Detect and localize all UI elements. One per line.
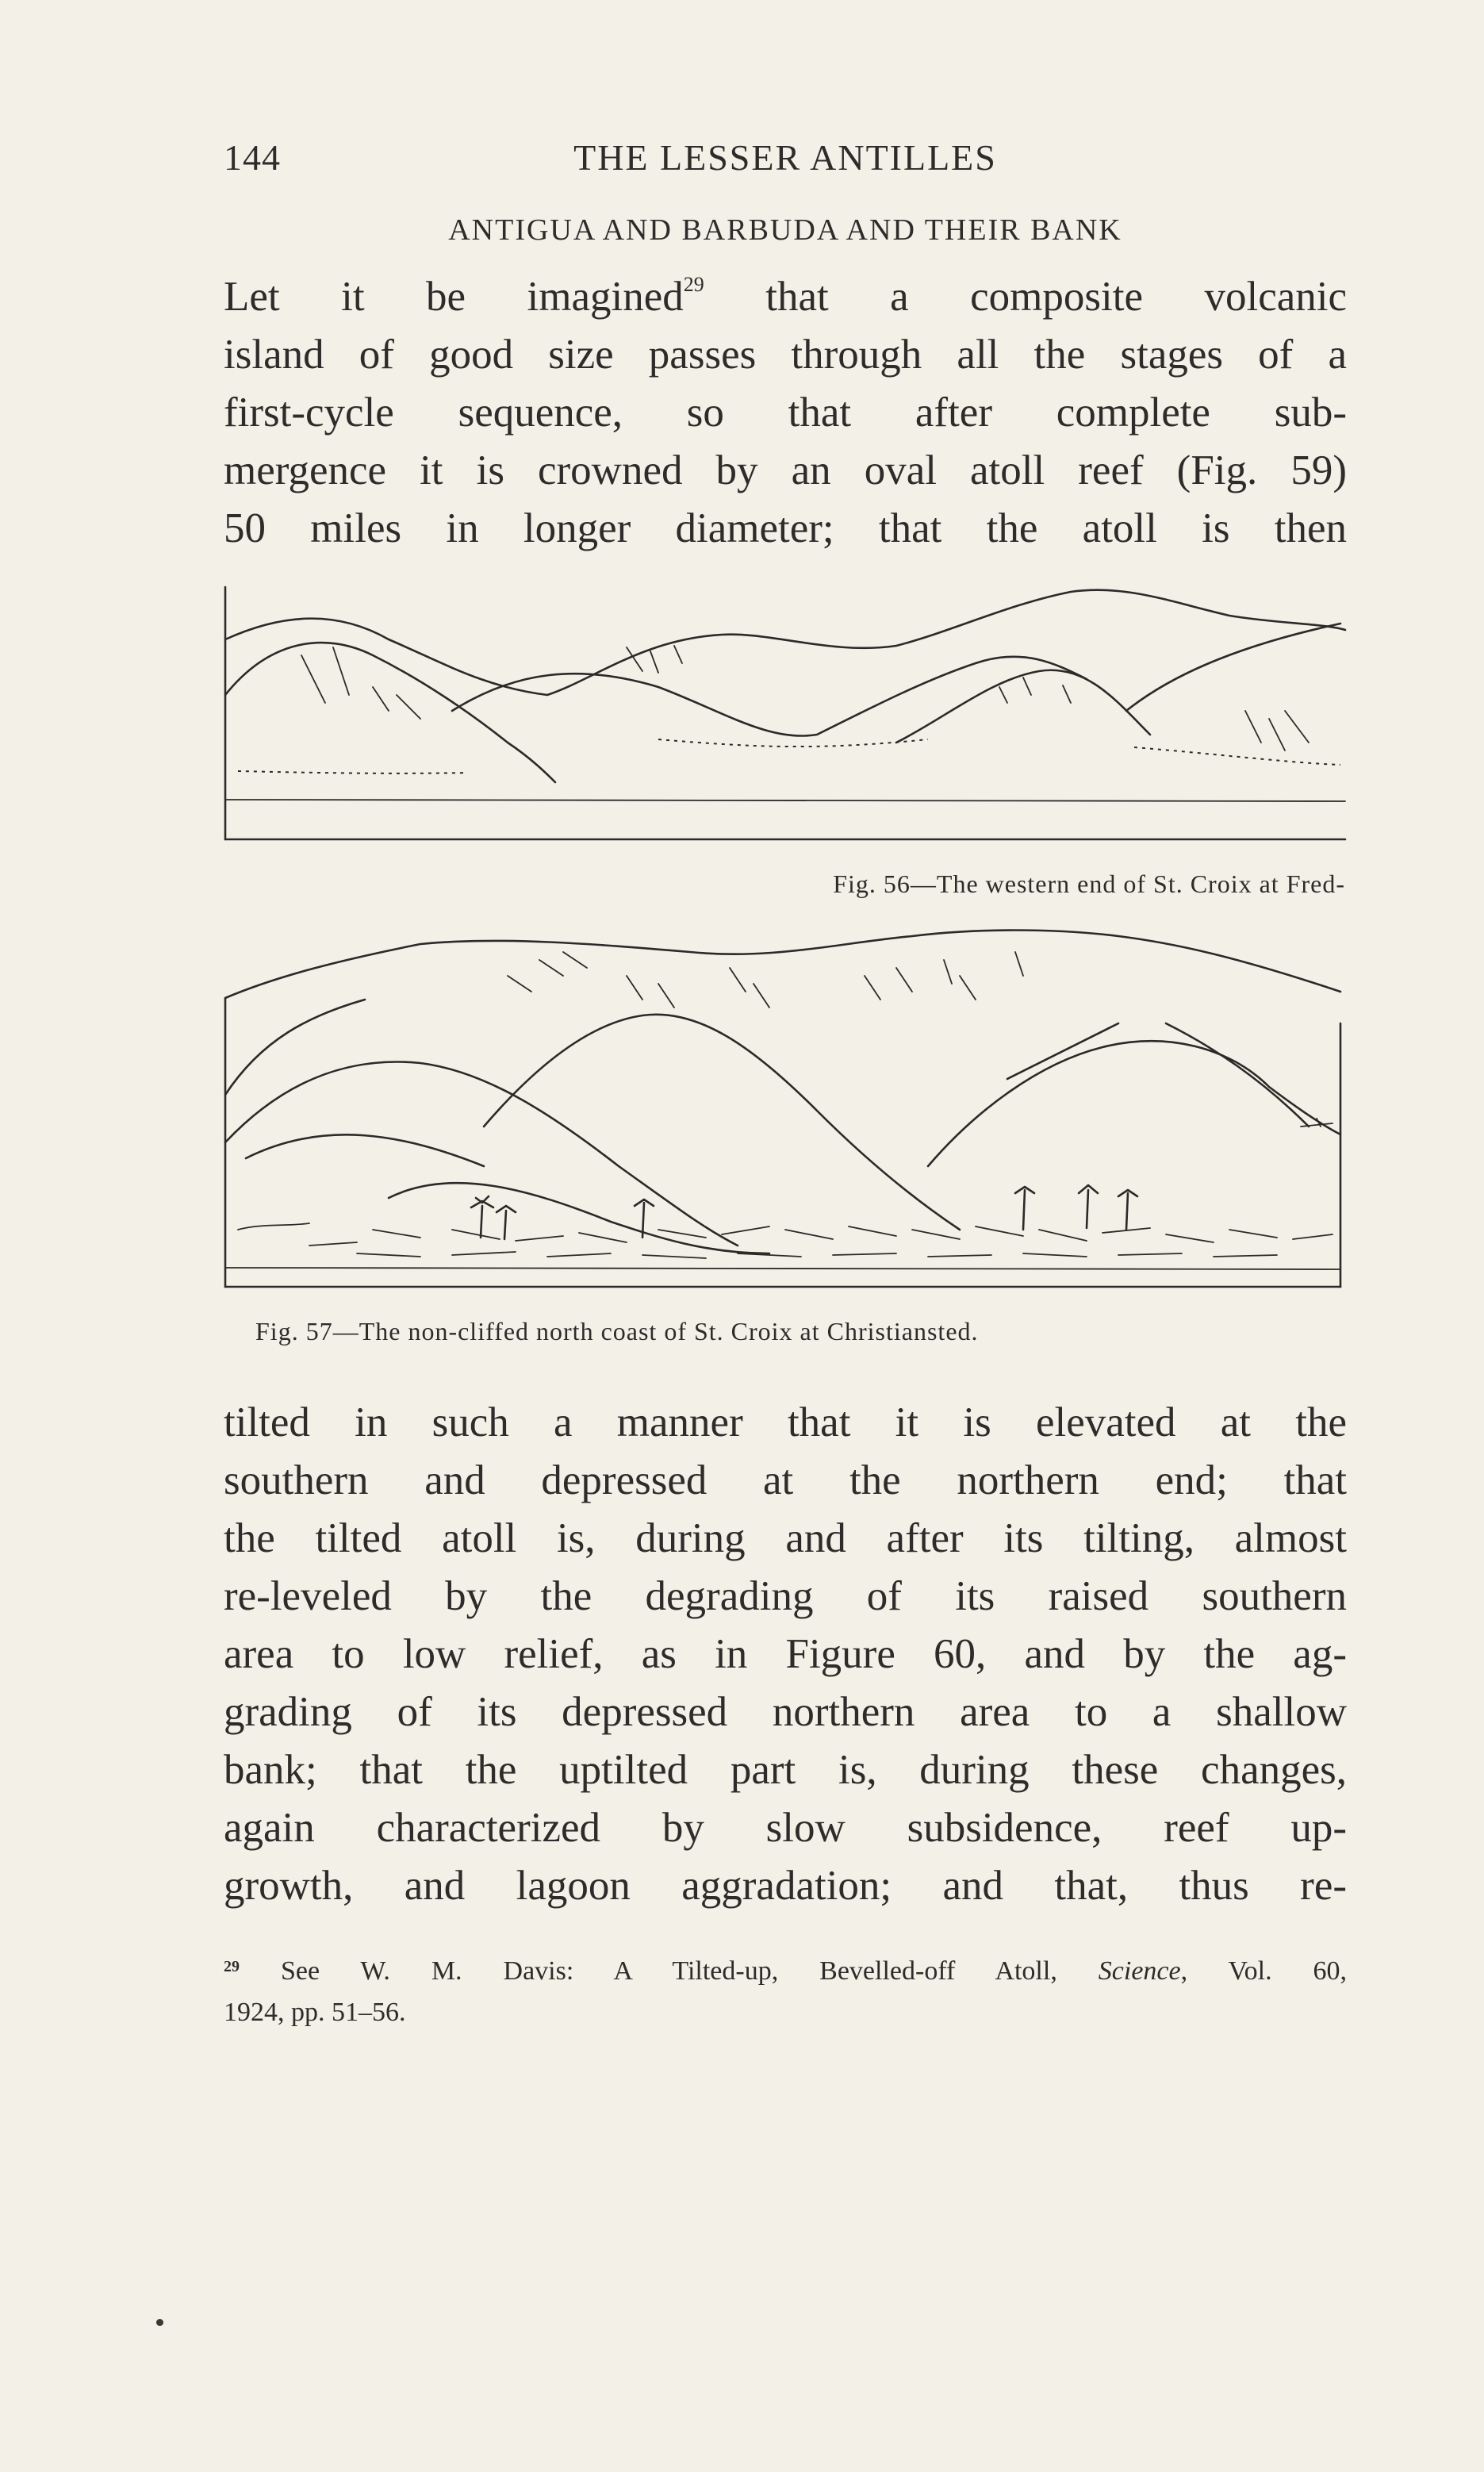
running-head [224, 136, 1347, 184]
water-line [225, 800, 1345, 801]
hill-right [1126, 624, 1340, 711]
figure-56-illustration [214, 584, 1348, 846]
water-line [225, 1268, 1340, 1269]
hachures-center [627, 646, 1071, 703]
hachures [508, 952, 1023, 1008]
hill-left [225, 643, 555, 782]
paragraph-2-line-4: re-leveled by the degrading of its raised southern [224, 1573, 1347, 1619]
shore-middle [658, 739, 928, 747]
shore-left [238, 1223, 309, 1230]
paragraph-2 [224, 1394, 1347, 1915]
shore-left [238, 771, 468, 773]
foothill-left [246, 1134, 484, 1166]
paragraph-2-line-2: southern and depressed at the northern end; that [224, 1457, 1347, 1503]
hill-middle [452, 657, 1087, 736]
town-texture [309, 1226, 1333, 1246]
paragraph-2-line-7: bank; that the uptilted part is, during these changes, [224, 1747, 1347, 1793]
page-number: 144 [224, 137, 281, 178]
ridge-e [1166, 1023, 1309, 1127]
footnote-line-1 [224, 1946, 1347, 1992]
figure-57-drawing [214, 928, 1348, 1293]
footnote-reference[interactable]: 29 [683, 273, 704, 296]
line-text: Let it be imagined [224, 274, 684, 320]
ridge-c [484, 1015, 960, 1230]
running-title: THE LESSER ANTILLES [573, 137, 997, 178]
footnote-journal: Science [1098, 1956, 1181, 1986]
footnote-text: See W. M. Davis: A Tilted-up, Bevelled-off Atoll, [280, 1956, 1057, 1986]
line-text: that a composite volcanic [765, 274, 1348, 320]
footnote-line-2: 1924, pp. 51–56. [224, 1998, 406, 2027]
paragraph-1-line-5: 50 miles in longer diameter; that the atoll is then [224, 505, 1347, 551]
foothill-center [389, 1183, 769, 1253]
paragraph-2-line-3: the tilted atoll is, during and after its tilting, almost [224, 1515, 1347, 1561]
paragraph-1-line-2: island of good size passes through all the stages of a [224, 332, 1347, 378]
print-speck [156, 2319, 163, 2326]
palm-trees [471, 1185, 1137, 1239]
footnote [224, 1946, 1347, 2033]
ridge-a [225, 1000, 365, 1095]
hachures-left [301, 647, 420, 719]
paragraph-2-line-6: grading of its depressed northern area to a shallow [224, 1689, 1347, 1735]
footnote-text-after: , Vol. 60, [1180, 1956, 1348, 1986]
figure-56-drawing [214, 584, 1348, 846]
paragraph-2-line-9: growth, and lagoon aggradation; and that, thus re- [224, 1863, 1347, 1909]
paragraph-1 [224, 268, 1347, 558]
paragraph-2-line-1: tilted in such a manner that it is elevated at the [224, 1399, 1347, 1445]
hachures-right [1245, 711, 1309, 750]
footnote-marker: 29 [224, 1958, 240, 1975]
paragraph-1-line-3: first-cycle sequence, so that after complete sub- [224, 390, 1347, 436]
figure-56-caption: Fig. 56—The western end of St. Croix at Fred- [833, 869, 1345, 898]
section-heading: ANTIGUA AND BARBUDA AND THEIR BANK [448, 213, 1122, 247]
paragraph-2-line-8: again characterized by slow subsidence, reef up- [224, 1805, 1347, 1851]
paragraph-1-line-1 [224, 268, 1347, 326]
town-texture-2 [357, 1252, 1277, 1258]
figure-57-illustration [214, 928, 1348, 1293]
ridge-d [928, 1041, 1340, 1166]
paragraph-2-line-5: area to low relief, as in Figure 60, and by the ag- [224, 1631, 1347, 1677]
ridge-f [1007, 1023, 1118, 1079]
hill-center [896, 670, 1150, 743]
skyline [225, 931, 1340, 999]
shore-right [1134, 747, 1340, 765]
figure-57-caption: Fig. 57—The non-cliffed north coast of St. Croix at Christiansted. [255, 1317, 979, 1345]
paragraph-1-line-4: mergence it is crowned by an oval atoll reef (Fig. 59) [224, 447, 1347, 493]
